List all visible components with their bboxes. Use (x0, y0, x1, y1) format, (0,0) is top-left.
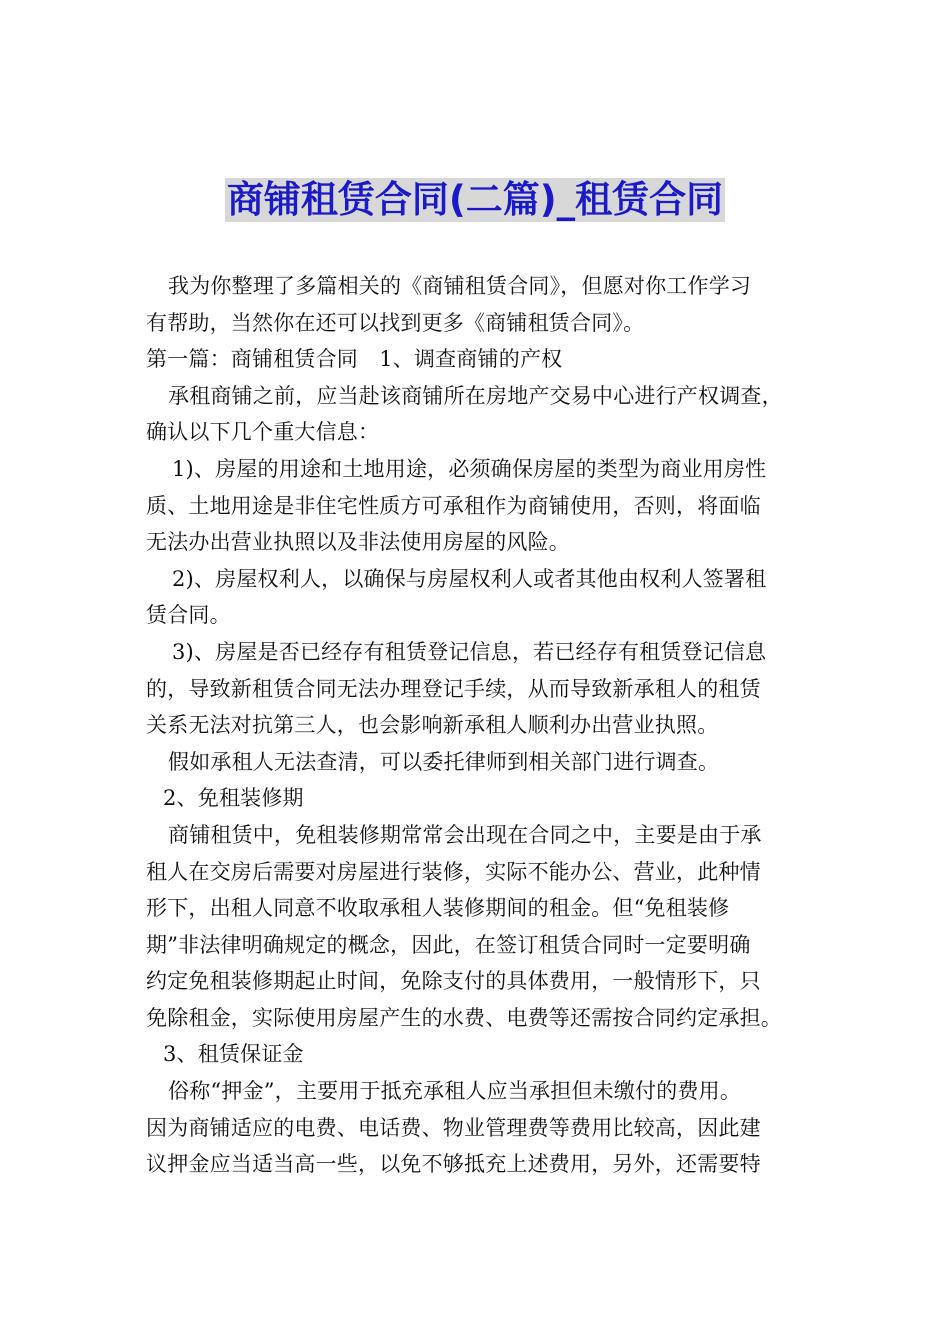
paragraph-line: 租人在交房后需要对房屋进行装修，实际不能办公、营业，此种情 (146, 859, 761, 884)
paragraph-line: 议押金应当适当高一些，以免不够抵充上述费用，另外，还需要特 (146, 1152, 761, 1177)
section-heading: 2、免租装修期 (163, 786, 304, 811)
paragraph-line: 免除租金，实际使用房屋产生的水费、电费等还需按合同约定承担。 (146, 1005, 782, 1030)
section-heading: 第一篇：商铺租赁合同 1、调查商铺的产权 (146, 347, 563, 372)
title-container (0, 178, 950, 222)
paragraph-line: 假如承租人无法查清，可以委托律师到相关部门进行调查。 (168, 749, 720, 774)
list-item: 2)、房屋权利人，以确保与房屋权利人或者其他由权利人签署租 (172, 566, 767, 591)
document-body (146, 268, 814, 1183)
paragraph-line: 确认以下几个重大信息： (146, 420, 380, 445)
paragraph-line: 约定免租装修期起止时间，免除支付的具体费用，一般情形下，只 (146, 969, 761, 994)
document-title: 商铺租赁合同(二篇)_租赁合同 (226, 178, 724, 221)
paragraph-line: 关系无法对抗第三人，也会影响新承租人顺利办出营业执照。 (146, 713, 719, 738)
paragraph-line: 形下，出租人同意不收取承租人装修期间的租金。但“免租装修 (146, 896, 730, 921)
paragraph-line: 质、土地用途是非住宅性质方可承租作为商铺使用，否则，将面临 (146, 493, 761, 518)
paragraph-line: 的，导致新租赁合同无法办理登记手续，从而导致新承租人的租赁 (146, 676, 761, 701)
paragraph-line: 因为商铺适应的电费、电话费、物业管理费等费用比较高，因此建 (146, 1115, 761, 1140)
section-heading: 3、租赁保证金 (163, 1042, 304, 1067)
paragraph-line: 俗称“押金”，主要用于抵充承租人应当承担但未缴付的费用。 (168, 1079, 742, 1104)
paragraph-line: 我为你整理了多篇相关的《商铺租赁合同》，但愿对你工作学习 (168, 274, 752, 298)
list-item: 1)、房屋的用途和土地用途，必须确保房屋的类型为商业用房性 (172, 456, 767, 481)
paragraph-line: 商铺租赁中，免租装修期常常会出现在合同之中，主要是由于承 (168, 822, 762, 847)
paragraph-line: 无法办出营业执照以及非法使用房屋的风险。 (146, 530, 570, 555)
paragraph-line: 有帮助，当然你在还可以找到更多《商铺租赁合同》。 (146, 310, 645, 335)
paragraph-line: 期”非法律明确规定的概念，因此，在签订租赁合同时一定要明确 (146, 932, 751, 957)
list-item: 3)、房屋是否已经存有租赁登记信息，若已经存有租赁登记信息 (172, 639, 767, 664)
paragraph-line: 赁合同。 (146, 603, 231, 628)
paragraph-line: 承租商铺之前，应当赴该商铺所在房地产交易中心进行产权调查， (168, 383, 783, 408)
